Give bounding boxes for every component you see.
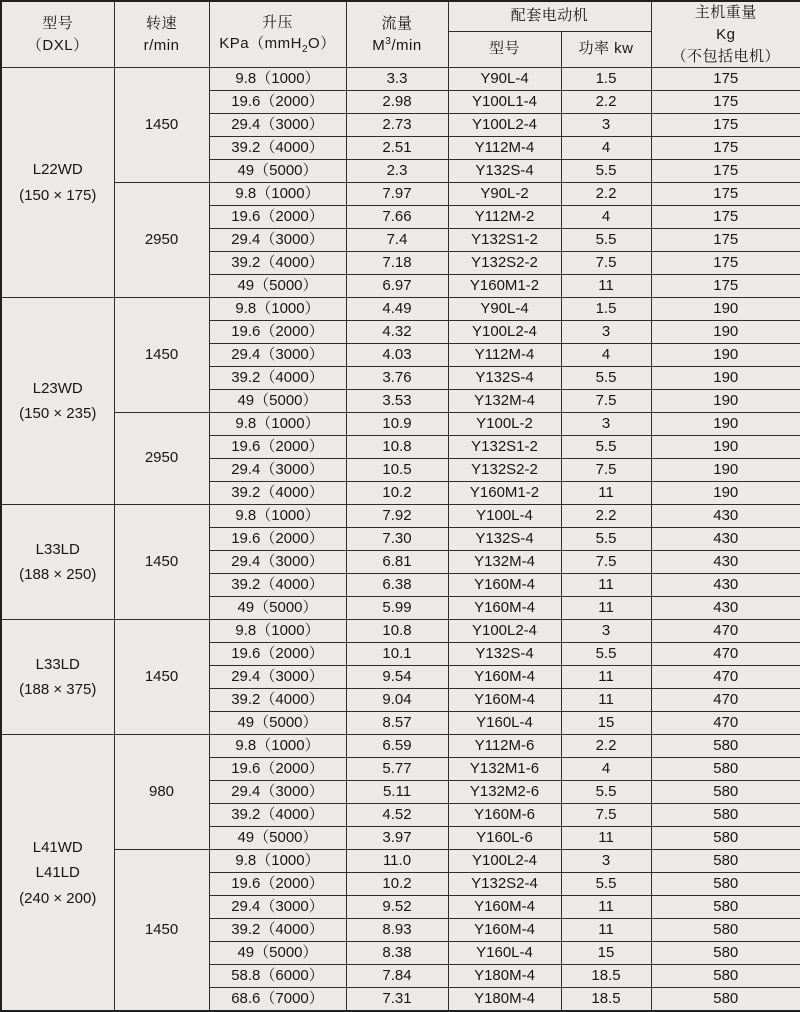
motor-power-cell: 7.5 — [561, 551, 651, 574]
flow-cell: 6.59 — [346, 735, 448, 758]
weight-cell: 580 — [651, 873, 800, 896]
motor-model-cell: Y132M1-6 — [448, 758, 561, 781]
pressure-cell: 39.2（4000） — [209, 482, 346, 505]
flow-cell: 5.11 — [346, 781, 448, 804]
motor-model-cell: Y112M-6 — [448, 735, 561, 758]
weight-cell: 175 — [651, 91, 800, 114]
motor-model-cell: Y160M1-2 — [448, 275, 561, 298]
speed-cell: 980 — [114, 735, 209, 850]
flow-cell: 10.5 — [346, 459, 448, 482]
pressure-cell: 19.6（2000） — [209, 321, 346, 344]
pressure-cell: 68.6（7000） — [209, 988, 346, 1012]
header-motor-model: 型号 — [448, 31, 561, 68]
pressure-cell: 49（5000） — [209, 712, 346, 735]
flow-cell: 7.97 — [346, 183, 448, 206]
motor-power-cell: 2.2 — [561, 735, 651, 758]
pressure-cell: 9.8（1000） — [209, 620, 346, 643]
motor-power-cell: 3 — [561, 620, 651, 643]
pressure-cell: 9.8（1000） — [209, 68, 346, 91]
motor-model-cell: Y100L1-4 — [448, 91, 561, 114]
motor-model-cell: Y132S-4 — [448, 528, 561, 551]
flow-cell: 5.77 — [346, 758, 448, 781]
motor-model-cell: Y132M-4 — [448, 390, 561, 413]
weight-cell: 580 — [651, 919, 800, 942]
pressure-cell: 49（5000） — [209, 160, 346, 183]
model-cell — [1, 68, 114, 298]
header-flow-line1: 流量 — [381, 14, 413, 32]
header-motor-power: 功率 kw — [561, 31, 651, 68]
pressure-cell: 19.6（2000） — [209, 873, 346, 896]
header-motor-group: 配套电动机 — [448, 1, 651, 31]
weight-cell: 470 — [651, 643, 800, 666]
motor-model-cell: Y160M-4 — [448, 597, 561, 620]
motor-model-cell: Y100L2-4 — [448, 321, 561, 344]
model-line: (150 × 235) — [19, 405, 97, 423]
weight-cell: 580 — [651, 942, 800, 965]
flow-cell: 6.81 — [346, 551, 448, 574]
weight-cell: 580 — [651, 735, 800, 758]
motor-power-cell: 11 — [561, 597, 651, 620]
weight-cell: 175 — [651, 160, 800, 183]
motor-model-cell: Y100L2-4 — [448, 114, 561, 137]
header-flow-unit: $M^3/\min$ — [372, 35, 422, 54]
header-weight — [651, 1, 800, 68]
weight-cell: 580 — [651, 988, 800, 1012]
spec-row — [1, 68, 800, 91]
header-pressure-line1: 升压 — [261, 13, 293, 31]
motor-power-cell: 2.2 — [561, 183, 651, 206]
pressure-cell: 39.2（4000） — [209, 252, 346, 275]
weight-cell: 190 — [651, 321, 800, 344]
weight-cell: 175 — [651, 114, 800, 137]
motor-model-cell: Y132S-4 — [448, 367, 561, 390]
motor-power-cell: 7.5 — [561, 804, 651, 827]
motor-model-cell: Y160L-4 — [448, 712, 561, 735]
pressure-cell: 19.6（2000） — [209, 643, 346, 666]
model-cell — [1, 505, 114, 620]
model-line: L33LD — [35, 655, 80, 673]
motor-model-cell: Y180M-4 — [448, 988, 561, 1012]
motor-power-cell: 11 — [561, 827, 651, 850]
model-cell — [1, 298, 114, 505]
pressure-cell: 58.8（6000） — [209, 965, 346, 988]
pressure-cell: 49（5000） — [209, 827, 346, 850]
motor-power-cell: 11 — [561, 482, 651, 505]
flow-cell: 2.73 — [346, 114, 448, 137]
weight-cell: 430 — [651, 551, 800, 574]
motor-power-cell: 4 — [561, 137, 651, 160]
motor-power-cell: 7.5 — [561, 459, 651, 482]
motor-model-cell: Y90L-4 — [448, 298, 561, 321]
motor-power-cell: 3 — [561, 850, 651, 873]
flow-cell: 10.8 — [346, 436, 448, 459]
motor-power-cell: 7.5 — [561, 390, 651, 413]
weight-cell: 190 — [651, 482, 800, 505]
weight-cell: 580 — [651, 804, 800, 827]
model-line: L33LD — [35, 540, 80, 558]
pressure-cell: 29.4（3000） — [209, 666, 346, 689]
pressure-cell: 29.4（3000） — [209, 344, 346, 367]
spec-row — [1, 505, 800, 528]
weight-cell: 175 — [651, 275, 800, 298]
model-line: (188 × 375) — [19, 681, 97, 699]
header-weight-line3: （不包括电机） — [671, 47, 781, 65]
motor-model-cell: Y132S1-2 — [448, 436, 561, 459]
motor-model-cell: Y180M-4 — [448, 965, 561, 988]
weight-cell: 430 — [651, 597, 800, 620]
motor-power-cell: 5.5 — [561, 160, 651, 183]
flow-cell: 7.84 — [346, 965, 448, 988]
pressure-cell: 49（5000） — [209, 390, 346, 413]
weight-cell: 580 — [651, 965, 800, 988]
model-line: (240 × 200) — [19, 889, 97, 907]
header-weight-line1: 主机重量 — [694, 4, 757, 21]
spec-row — [1, 413, 800, 436]
flow-cell: 9.04 — [346, 689, 448, 712]
flow-cell: 4.52 — [346, 804, 448, 827]
speed-cell: 1450 — [114, 68, 209, 183]
spec-row — [1, 735, 800, 758]
header-speed — [114, 1, 209, 68]
speed-cell: 2950 — [114, 183, 209, 298]
motor-power-cell: 7.5 — [561, 252, 651, 275]
motor-power-cell: 1.5 — [561, 68, 651, 91]
weight-cell: 580 — [651, 896, 800, 919]
pressure-cell: 39.2（4000） — [209, 804, 346, 827]
motor-power-cell: 15 — [561, 942, 651, 965]
weight-cell: 470 — [651, 666, 800, 689]
motor-power-cell: 4 — [561, 758, 651, 781]
flow-cell: 11.0 — [346, 850, 448, 873]
flow-cell: 2.3 — [346, 160, 448, 183]
pressure-cell: 9.8（1000） — [209, 298, 346, 321]
flow-cell: 10.1 — [346, 643, 448, 666]
header-speed-line1: 转速 — [145, 14, 177, 32]
motor-power-cell: 5.5 — [561, 436, 651, 459]
pressure-cell: 19.6（2000） — [209, 528, 346, 551]
weight-cell: 580 — [651, 827, 800, 850]
pressure-cell: 49（5000） — [209, 275, 346, 298]
pressure-cell: 49（5000） — [209, 597, 346, 620]
spec-row — [1, 620, 800, 643]
pressure-cell: 19.6（2000） — [209, 436, 346, 459]
weight-cell: 190 — [651, 344, 800, 367]
speed-cell: 1450 — [114, 298, 209, 413]
motor-model-cell: Y100L-4 — [448, 505, 561, 528]
pressure-cell: 39.2（4000） — [209, 689, 346, 712]
motor-power-cell: 11 — [561, 275, 651, 298]
weight-cell: 190 — [651, 413, 800, 436]
flow-cell: 8.93 — [346, 919, 448, 942]
motor-power-cell: 11 — [561, 574, 651, 597]
flow-cell: 7.18 — [346, 252, 448, 275]
weight-cell: 190 — [651, 367, 800, 390]
model-line: (150 × 175) — [19, 186, 97, 204]
motor-power-cell: 5.5 — [561, 229, 651, 252]
flow-cell: 2.98 — [346, 91, 448, 114]
motor-model-cell: Y132S-4 — [448, 160, 561, 183]
motor-model-cell: Y132S-4 — [448, 643, 561, 666]
model-line: L41LD — [35, 864, 80, 881]
weight-cell: 470 — [651, 620, 800, 643]
pressure-cell: 29.4（3000） — [209, 229, 346, 252]
motor-model-cell: Y90L-4 — [448, 68, 561, 91]
weight-cell: 190 — [651, 459, 800, 482]
motor-model-cell: Y132M-4 — [448, 551, 561, 574]
motor-model-cell: Y112M-4 — [448, 137, 561, 160]
pressure-cell: 49（5000） — [209, 942, 346, 965]
motor-model-cell: Y132S2-4 — [448, 873, 561, 896]
motor-power-cell: 11 — [561, 919, 651, 942]
motor-model-cell: Y112M-2 — [448, 206, 561, 229]
header-pressure-unit: KPa（mmH$_2$O） — [219, 35, 336, 56]
flow-cell: 3.53 — [346, 390, 448, 413]
header-model — [1, 1, 114, 68]
motor-model-cell: Y160M-4 — [448, 896, 561, 919]
motor-model-cell: Y160M1-2 — [448, 482, 561, 505]
flow-cell: 4.32 — [346, 321, 448, 344]
motor-power-cell: 4 — [561, 344, 651, 367]
header-model-line1: 型号 — [42, 14, 74, 32]
flow-cell: 10.2 — [346, 482, 448, 505]
flow-cell: 8.57 — [346, 712, 448, 735]
speed-cell: 1450 — [114, 505, 209, 620]
pressure-cell: 39.2（4000） — [209, 367, 346, 390]
flow-cell: 7.30 — [346, 528, 448, 551]
weight-cell: 430 — [651, 574, 800, 597]
motor-model-cell: Y100L2-4 — [448, 620, 561, 643]
flow-cell: 3.76 — [346, 367, 448, 390]
flow-cell: 9.52 — [346, 896, 448, 919]
motor-power-cell: 11 — [561, 896, 651, 919]
weight-cell: 175 — [651, 206, 800, 229]
weight-cell: 175 — [651, 229, 800, 252]
pressure-cell: 9.8（1000） — [209, 850, 346, 873]
motor-power-cell: 18.5 — [561, 965, 651, 988]
flow-cell: 7.4 — [346, 229, 448, 252]
model-cell — [1, 735, 114, 1012]
flow-cell: 8.38 — [346, 942, 448, 965]
pressure-cell: 29.4（3000） — [209, 781, 346, 804]
motor-model-cell: Y160M-4 — [448, 919, 561, 942]
weight-cell: 580 — [651, 850, 800, 873]
weight-cell: 580 — [651, 781, 800, 804]
motor-power-cell: 3 — [561, 114, 651, 137]
pressure-cell: 39.2（4000） — [209, 137, 346, 160]
motor-power-cell: 18.5 — [561, 988, 651, 1012]
weight-cell: 175 — [651, 68, 800, 91]
pressure-cell: 29.4（3000） — [209, 114, 346, 137]
pressure-cell: 9.8（1000） — [209, 735, 346, 758]
motor-model-cell: Y160L-4 — [448, 942, 561, 965]
flow-cell: 2.51 — [346, 137, 448, 160]
motor-power-cell: 1.5 — [561, 298, 651, 321]
pressure-cell: 9.8（1000） — [209, 505, 346, 528]
weight-cell: 470 — [651, 712, 800, 735]
spec-row — [1, 183, 800, 206]
flow-cell: 10.2 — [346, 873, 448, 896]
pressure-cell: 29.4（3000） — [209, 459, 346, 482]
motor-power-cell: 2.2 — [561, 505, 651, 528]
flow-cell: 4.03 — [346, 344, 448, 367]
pressure-cell: 39.2（4000） — [209, 919, 346, 942]
motor-model-cell: Y160M-6 — [448, 804, 561, 827]
flow-cell: 7.66 — [346, 206, 448, 229]
motor-power-cell: 5.5 — [561, 528, 651, 551]
weight-cell: 430 — [651, 505, 800, 528]
weight-cell: 190 — [651, 390, 800, 413]
pressure-cell: 9.8（1000） — [209, 413, 346, 436]
spec-table-body — [1, 68, 800, 1012]
pressure-cell: 9.8（1000） — [209, 183, 346, 206]
motor-power-cell: 4 — [561, 206, 651, 229]
motor-power-cell: 3 — [561, 321, 651, 344]
pressure-cell: 29.4（3000） — [209, 896, 346, 919]
motor-model-cell: Y100L-2 — [448, 413, 561, 436]
pressure-cell: 39.2（4000） — [209, 574, 346, 597]
weight-cell: 190 — [651, 436, 800, 459]
weight-cell: 175 — [651, 183, 800, 206]
speed-cell: 2950 — [114, 413, 209, 505]
flow-cell: 9.54 — [346, 666, 448, 689]
pressure-cell: 19.6（2000） — [209, 758, 346, 781]
speed-cell: 1450 — [114, 620, 209, 735]
pressure-cell: 19.6（2000） — [209, 91, 346, 114]
motor-model-cell: Y132M2-6 — [448, 781, 561, 804]
header-speed-line2: r/min — [143, 36, 180, 54]
flow-cell: 7.92 — [346, 505, 448, 528]
motor-model-cell: Y160L-6 — [448, 827, 561, 850]
weight-cell: 430 — [651, 528, 800, 551]
weight-cell: 190 — [651, 298, 800, 321]
motor-power-cell: 11 — [561, 689, 651, 712]
flow-cell: 7.31 — [346, 988, 448, 1012]
model-line: L22WD — [32, 161, 83, 179]
motor-model-cell: Y90L-2 — [448, 183, 561, 206]
spec-row — [1, 850, 800, 873]
flow-cell: 6.38 — [346, 574, 448, 597]
table-header — [1, 1, 800, 68]
motor-power-cell: 3 — [561, 413, 651, 436]
motor-model-cell: Y132S2-2 — [448, 459, 561, 482]
weight-cell: 175 — [651, 252, 800, 275]
model-line: L41WD — [32, 838, 83, 856]
motor-model-cell: Y160M-4 — [448, 574, 561, 597]
pressure-cell: 19.6（2000） — [209, 206, 346, 229]
motor-model-cell: Y132S2-2 — [448, 252, 561, 275]
header-flow — [346, 1, 448, 68]
model-line: L23WD — [32, 379, 83, 397]
speed-cell: 1450 — [114, 850, 209, 1012]
weight-cell: 175 — [651, 137, 800, 160]
motor-model-cell: Y100L2-4 — [448, 850, 561, 873]
motor-power-cell: 5.5 — [561, 367, 651, 390]
flow-cell: 4.49 — [346, 298, 448, 321]
motor-power-cell: 5.5 — [561, 873, 651, 896]
weight-cell: 470 — [651, 689, 800, 712]
motor-model-cell: Y132S1-2 — [448, 229, 561, 252]
flow-cell: 10.8 — [346, 620, 448, 643]
model-line: (188 × 250) — [19, 566, 97, 584]
weight-cell: 580 — [651, 758, 800, 781]
motor-model-cell: Y160M-4 — [448, 666, 561, 689]
header-weight-line2: Kg — [716, 25, 736, 43]
motor-power-cell: 15 — [561, 712, 651, 735]
motor-power-cell: 5.5 — [561, 643, 651, 666]
motor-model-cell: Y112M-4 — [448, 344, 561, 367]
motor-model-cell: Y160M-4 — [448, 689, 561, 712]
motor-power-cell: 5.5 — [561, 781, 651, 804]
pressure-cell: 29.4（3000） — [209, 551, 346, 574]
flow-cell: 6.97 — [346, 275, 448, 298]
flow-cell: 5.99 — [346, 597, 448, 620]
motor-power-cell: 2.2 — [561, 91, 651, 114]
header-pressure — [209, 1, 346, 68]
model-cell — [1, 620, 114, 735]
flow-cell: 3.3 — [346, 68, 448, 91]
motor-power-cell: 11 — [561, 666, 651, 689]
spec-row — [1, 298, 800, 321]
flow-cell: 10.9 — [346, 413, 448, 436]
header-model-line2: （DXL） — [26, 36, 89, 54]
flow-cell: 3.97 — [346, 827, 448, 850]
